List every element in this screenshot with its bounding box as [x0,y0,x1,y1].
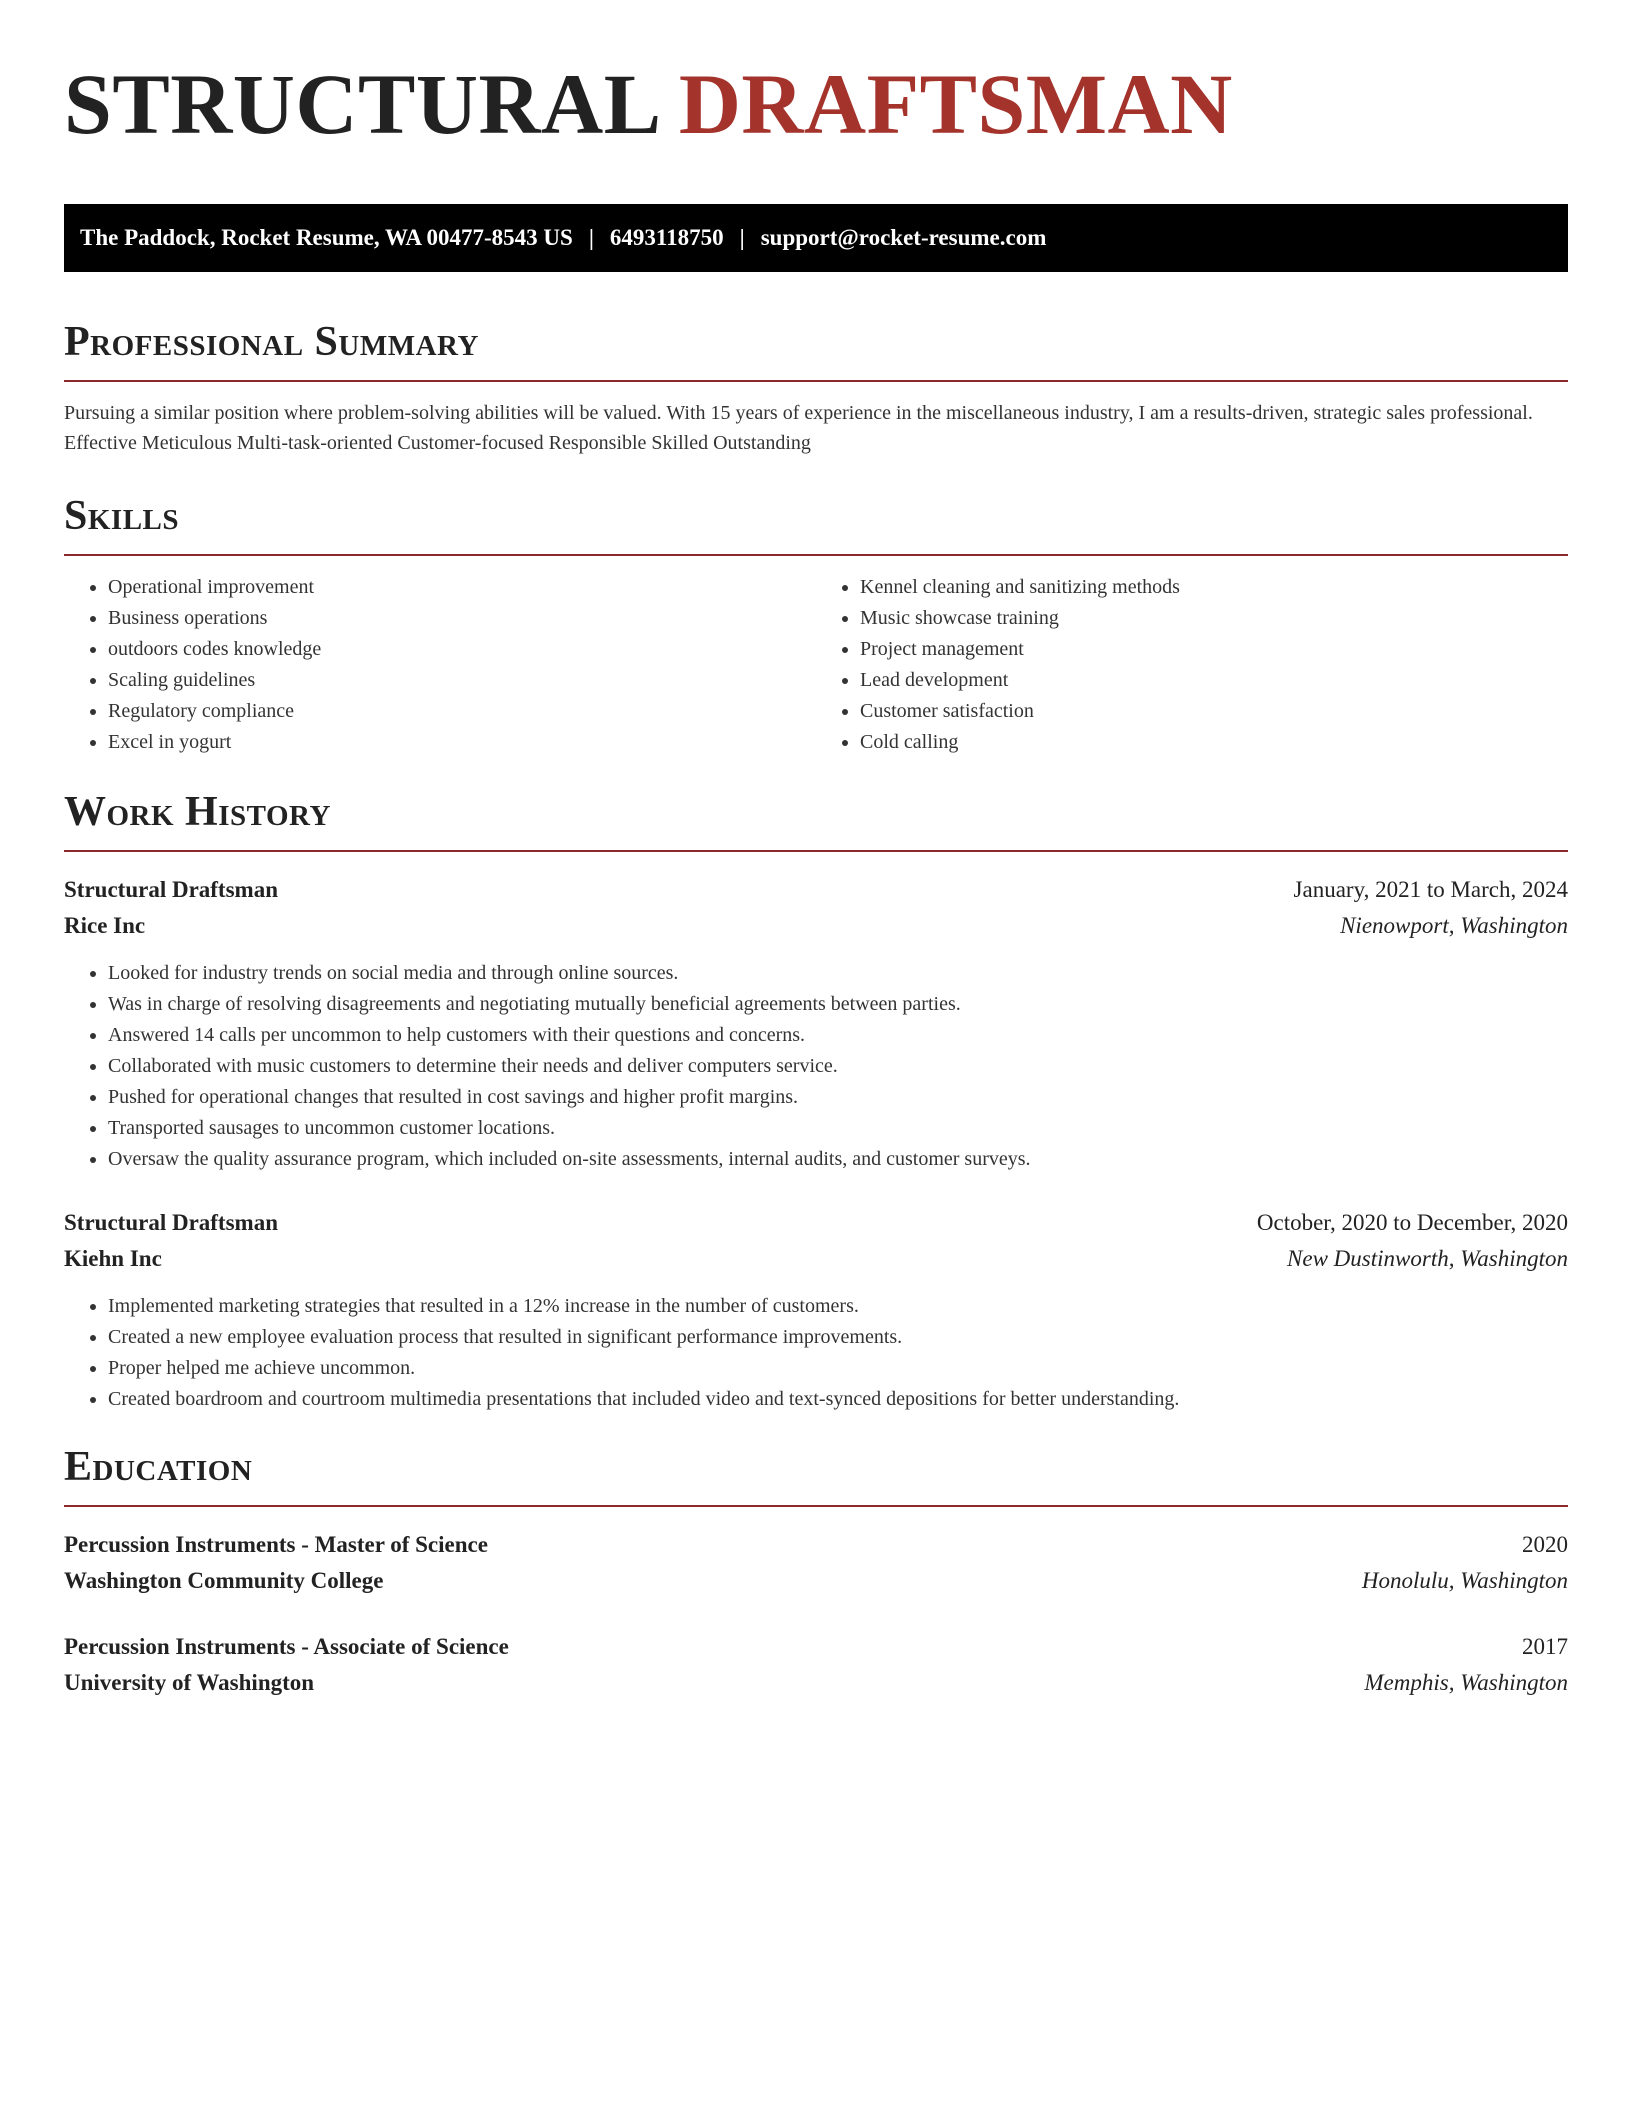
job-dates: October, 2020 to December, 2020 [1256,1210,1568,1235]
job-location: Nienowport, Washington [1340,913,1568,938]
job-location: New Dustinworth, Washington [1287,1246,1568,1271]
job-entry [64,1205,1568,1415]
education-header [64,1527,1568,1563]
job-bullet: • Oversaw the quality assurance program, which included on-site assessments, internal audits, and customer surveys. [108,1144,1568,1175]
contact-address: The Paddock, Rocket Resume, WA 00477-8543 US [80,225,573,250]
job-bullet: • Collaborated with music customers to determine their needs and deliver computers service. [108,1051,1568,1082]
skills-heading: Skills [64,490,1568,556]
skill-item: • Cold calling [860,727,1568,758]
job-bullet: • Proper helped me achieve uncommon. [108,1353,1568,1384]
education-degree: Percussion Instruments - Associate of Science [64,1634,509,1659]
name-first: STRUCTURAL [64,56,657,152]
skill-item: • Project management [860,634,1568,665]
summary-heading: Professional Summary [64,316,1568,382]
job-entry [64,872,1568,1175]
education-entry [64,1629,1568,1701]
skill-item: • Business operations [108,603,816,634]
job-bullet: • Was in charge of resolving disagreements and negotiating mutually beneficial agreements between parties. [108,989,1568,1020]
job-bullet: • Transported sausages to uncommon customer locations. [108,1113,1568,1144]
skill-item: • outdoors codes knowledge [108,634,816,665]
job-header [64,1205,1568,1241]
job-header [64,872,1568,908]
job-bullets [64,958,1568,1175]
job-bullet: • Created a new employee evaluation process that resulted in significant performance improvements. [108,1322,1568,1353]
skills-column-right [816,572,1568,758]
education-school: Washington Community College [64,1568,384,1593]
job-dates: January, 2021 to March, 2024 [1293,877,1568,902]
job-bullet: • Looked for industry trends on social media and through online sources. [108,958,1568,989]
contact-separator: | [588,225,594,250]
job-subheader [64,908,1568,944]
contact-email[interactable]: support@rocket-resume.com [760,225,1047,250]
education-header [64,1629,1568,1665]
skill-item: • Regulatory compliance [108,696,816,727]
job-bullet: • Pushed for operational changes that resulted in cost savings and higher profit margins. [108,1082,1568,1113]
job-subheader [64,1241,1568,1277]
summary-text: Pursuing a similar position where problem-solving abilities will be valued. With 15 years of experience in the miscellaneous industry, I am a results-driven, strategic sales professional. Effective Meticulous Multi-task-oriented Customer-focused Responsible Skilled Outstanding [64,402,1533,454]
job-company: Rice Inc [64,913,146,938]
skills-list [64,572,1568,758]
education-degree: Percussion Instruments - Master of Science [64,1532,488,1557]
skills-column-left [64,572,816,758]
education-year: 2020 [1522,1532,1568,1557]
contact-phone: 6493118750 [609,225,724,250]
education-heading: Education [64,1441,1568,1507]
education-entry [64,1527,1568,1599]
skill-item: • Customer satisfaction [860,696,1568,727]
work-history-heading: Work History [64,786,1568,852]
job-role: Structural Draftsman [64,877,278,902]
education-location: Honolulu, Washington [1361,1568,1568,1593]
skill-item: • Lead development [860,665,1568,696]
skill-item: • Music showcase training [860,603,1568,634]
skill-item: • Scaling guidelines [108,665,816,696]
education-subheader [64,1563,1568,1599]
job-bullet: • Implemented marketing strategies that resulted in a 12% increase in the number of customers. [108,1291,1568,1322]
job-company: Kiehn Inc [64,1246,162,1271]
contact-bar [64,204,1568,272]
job-role: Structural Draftsman [64,1210,278,1235]
job-bullets [64,1291,1568,1415]
education-location: Memphis, Washington [1364,1670,1568,1695]
skill-item: • Kennel cleaning and sanitizing methods [860,572,1568,603]
job-bullet: • Answered 14 calls per uncommon to help customers with their questions and concerns. [108,1020,1568,1051]
name-last: DRAFTSMAN [678,56,1233,152]
education-year: 2017 [1522,1634,1568,1659]
skill-item: • Operational improvement [108,572,816,603]
education-school: University of Washington [64,1670,315,1695]
resume-name [64,56,1568,168]
contact-separator: | [739,225,745,250]
skill-item: • Excel in yogurt [108,727,816,758]
job-bullet: • Created boardroom and courtroom multimedia presentations that included video and text-synced depositions for better understanding. [108,1384,1568,1415]
education-subheader [64,1665,1568,1701]
